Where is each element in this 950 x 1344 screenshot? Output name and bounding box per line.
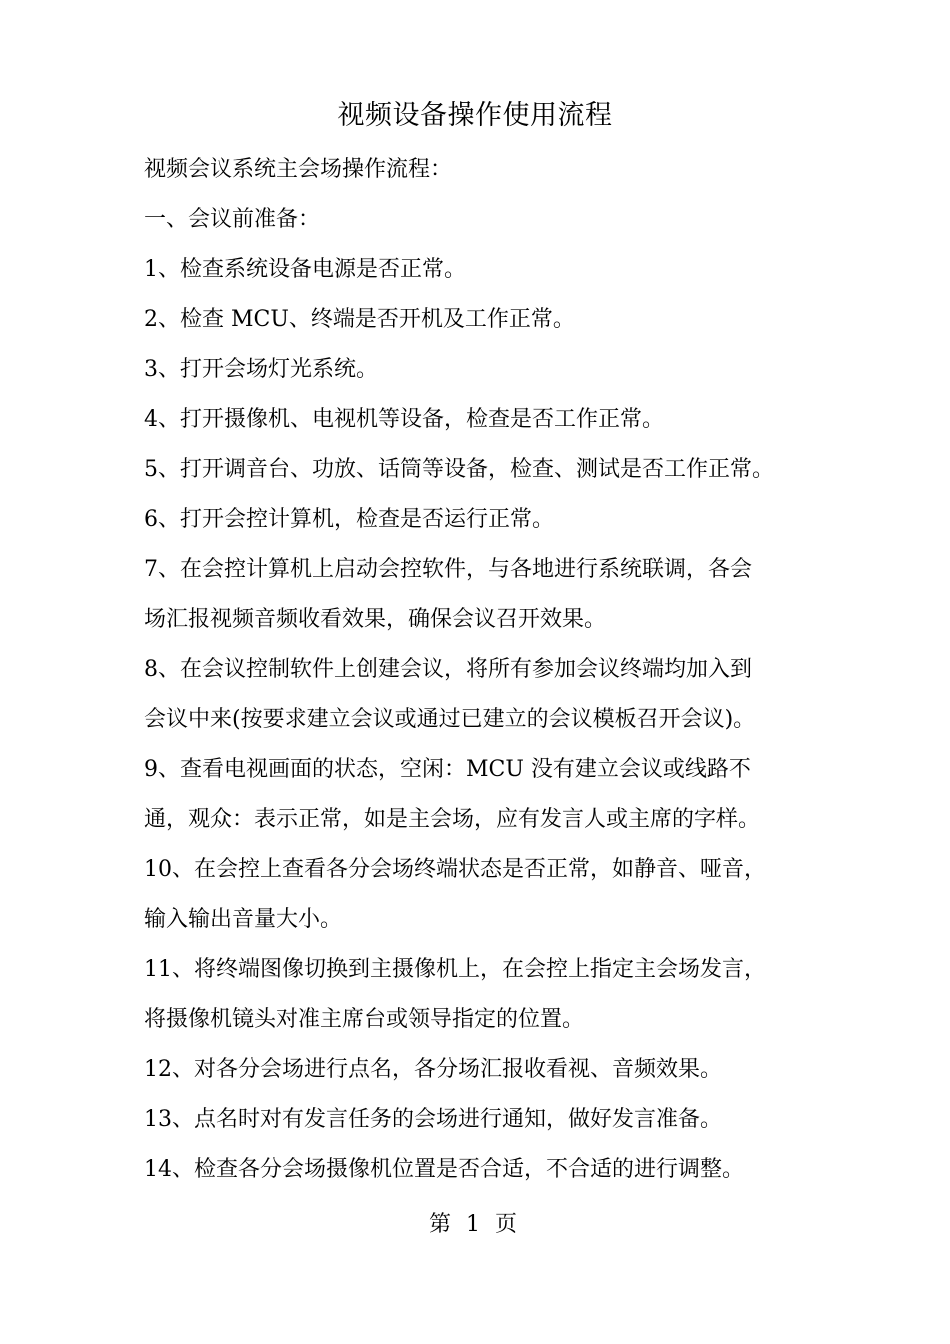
- document-title: 视频设备操作使用流程: [337, 100, 613, 131]
- paragraph-line: 会议中来(按要求建立会议或通过已建立的会议模板召开会议)。: [144, 707, 756, 732]
- paragraph-line: 7、在会控计算机上启动会控软件，与各地进行系统联调，各会: [144, 557, 752, 582]
- paragraph-line: 将摄像机镜头对准主席台或领导指定的位置。: [144, 1007, 585, 1032]
- paragraph-line: 14、检查各分会场摄像机位置是否合适，不合适的进行调整。: [144, 1157, 744, 1182]
- paragraph-line: 2、检查 MCU、终端是否开机及工作正常。: [144, 307, 575, 332]
- paragraph-line: 4、打开摄像机、电视机等设备，检查是否工作正常。: [144, 407, 664, 432]
- paragraph-line: 6、打开会控计算机，检查是否运行正常。: [144, 507, 554, 532]
- paragraph-line: 通，观众：表示正常，如是主会场，应有发言人或主席的字样。: [144, 807, 761, 832]
- paragraph-line: 1、检查系统设备电源是否正常。: [144, 257, 466, 282]
- paragraph-line: 场汇报视频音频收看效果，确保会议召开效果。: [144, 607, 607, 632]
- paragraph-line: 5、打开调音台、功放、话筒等设备，检查、测试是否工作正常。: [144, 457, 774, 482]
- paragraph-line: 输入输出音量大小。: [144, 907, 343, 932]
- paragraph-line: 11、将终端图像切换到主摄像机上，在会控上指定主会场发言，: [144, 957, 766, 982]
- page-number: 第 1 页: [429, 1212, 521, 1237]
- paragraph-line: 3、打开会场灯光系统。: [144, 357, 378, 382]
- paragraph-line: 13、点名时对有发言任务的会场进行通知，做好发言准备。: [144, 1107, 722, 1132]
- paragraph-line: 9、查看电视画面的状态，空闲：MCU 没有建立会议或线路不: [144, 757, 751, 782]
- paragraph-line: 12、对各分会场进行点名，各分场汇报收看视、音频效果。: [144, 1057, 722, 1082]
- document-body: [144, 145, 812, 1195]
- paragraph-line: 10、在会控上查看各分会场终端状态是否正常，如静音、哑音，: [144, 857, 766, 882]
- paragraph-line: 一、会议前准备：: [144, 207, 321, 232]
- paragraph-line: 8、在会议控制软件上创建会议，将所有参加会议终端均加入到: [144, 657, 752, 682]
- paragraph-line: 视频会议系统主会场操作流程：: [144, 157, 453, 182]
